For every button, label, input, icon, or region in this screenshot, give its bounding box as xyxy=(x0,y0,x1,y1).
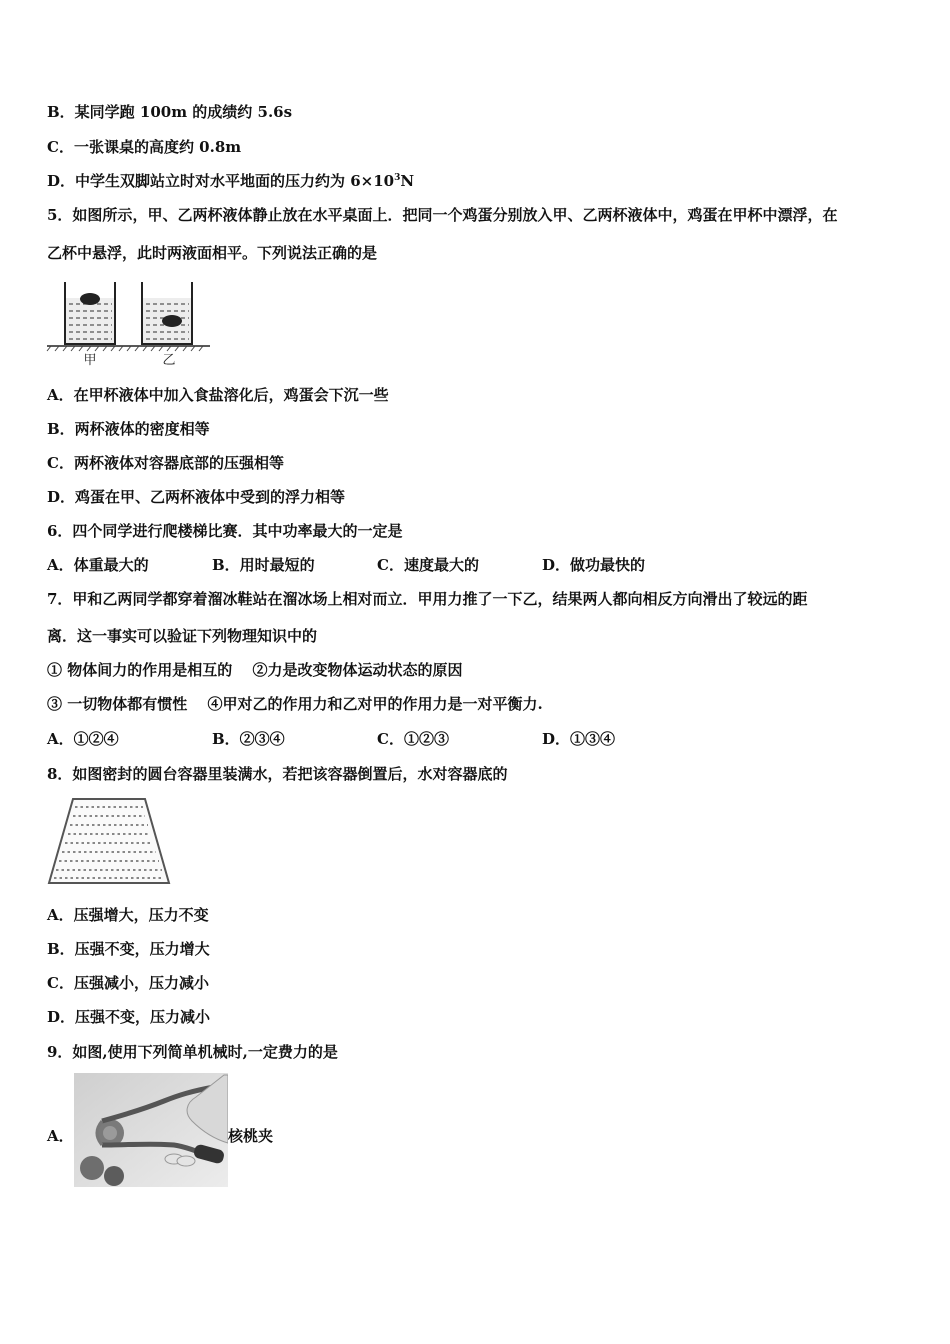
cup-yi xyxy=(142,282,192,344)
q8-frustum-container-figure xyxy=(45,795,175,887)
q7-option-d: D．①③④ xyxy=(542,730,616,748)
egg-floating xyxy=(80,293,100,305)
q6-option-c: C．速度最大的 xyxy=(377,556,479,574)
q4-option-d-text: D．中学生双脚站立时对水平地面的压力约为 6×10 xyxy=(47,172,395,190)
q6-stem: 6．四个同学进行爬楼梯比赛．其中功率最大的一定是 xyxy=(47,522,403,540)
q5-stem-line2: 乙杯中悬浮，此时两液面相平。下列说法正确的是 xyxy=(47,244,378,262)
egg-suspended xyxy=(162,315,182,327)
q9-option-a-label: 核桃夹 xyxy=(228,1127,274,1145)
q8-stem: 8．如图密封的圆台容器里装满水，若把该容器倒置后，水对容器底的 xyxy=(47,765,508,783)
q4-option-d-unit: N xyxy=(400,172,415,190)
q5-stem-line1: 5．如图所示，甲、乙两杯液体静止放在水平桌面上．把同一个鸡蛋分别放入甲、乙两杯液体中，鸡蛋在甲杯中漂浮，在 xyxy=(47,206,838,224)
q4-option-d xyxy=(47,171,414,191)
q7-option-b: B．②③④ xyxy=(212,730,285,748)
q7-stem-line1: 7．甲和乙两同学都穿着溜冰鞋站在溜冰场上相对而立．甲用力推了一下乙，结果两人都向相反方向滑出了较远的距 xyxy=(47,590,808,608)
q9-stem: 9．如图,使用下列简单机械时,一定费力的是 xyxy=(47,1043,338,1061)
q5-option-d: D．鸡蛋在甲、乙两杯液体中受到的浮力相等 xyxy=(47,488,346,506)
q4-option-c: C．一张课桌的高度约 0.8m xyxy=(47,138,242,156)
q9-option-a-letter: A． xyxy=(47,1127,74,1145)
q8-option-d: D．压强不变，压力减小 xyxy=(47,1008,211,1026)
q6-option-d: D．做功最快的 xyxy=(542,556,646,574)
q5-option-b: B．两杯液体的密度相等 xyxy=(47,420,210,438)
q4-option-b: B．某同学跑 100m 的成绩约 5.6s xyxy=(47,103,293,121)
cup-jia xyxy=(65,282,115,344)
cup-label-jia: 甲 xyxy=(83,353,97,368)
q7-statements-line1: ① 物体间力的作用是相互的 ②力是改变物体运动状态的原因 xyxy=(47,661,463,679)
q8-option-c: C．压强减小，压力减小 xyxy=(47,974,209,992)
q8-option-b: B．压强不变，压力增大 xyxy=(47,940,210,958)
cup-label-yi: 乙 xyxy=(162,353,176,368)
q7-option-c: C．①②③ xyxy=(377,730,449,748)
q5-option-a: A．在甲杯液体中加入食盐溶化后，鸡蛋会下沉一些 xyxy=(47,386,389,404)
q6-option-a: A．体重最大的 xyxy=(47,556,149,574)
q4-option-d-exponent: 3 xyxy=(394,173,401,183)
q7-stem-line2: 离．这一事实可以验证下列物理知识中的 xyxy=(47,627,318,645)
q6-option-b: B．用时最短的 xyxy=(212,556,315,574)
q8-option-a: A．压强增大，压力不变 xyxy=(47,906,209,924)
nutcracker-photo xyxy=(74,1073,228,1187)
q7-option-a: A．①②④ xyxy=(47,730,119,748)
q5-option-c: C．两杯液体对容器底部的压强相等 xyxy=(47,454,284,472)
q7-statements-line2: ③ 一切物体都有惯性 ④甲对乙的作用力和乙对甲的作用力是一对平衡力. xyxy=(47,695,543,713)
q5-two-cups-figure xyxy=(45,280,215,370)
